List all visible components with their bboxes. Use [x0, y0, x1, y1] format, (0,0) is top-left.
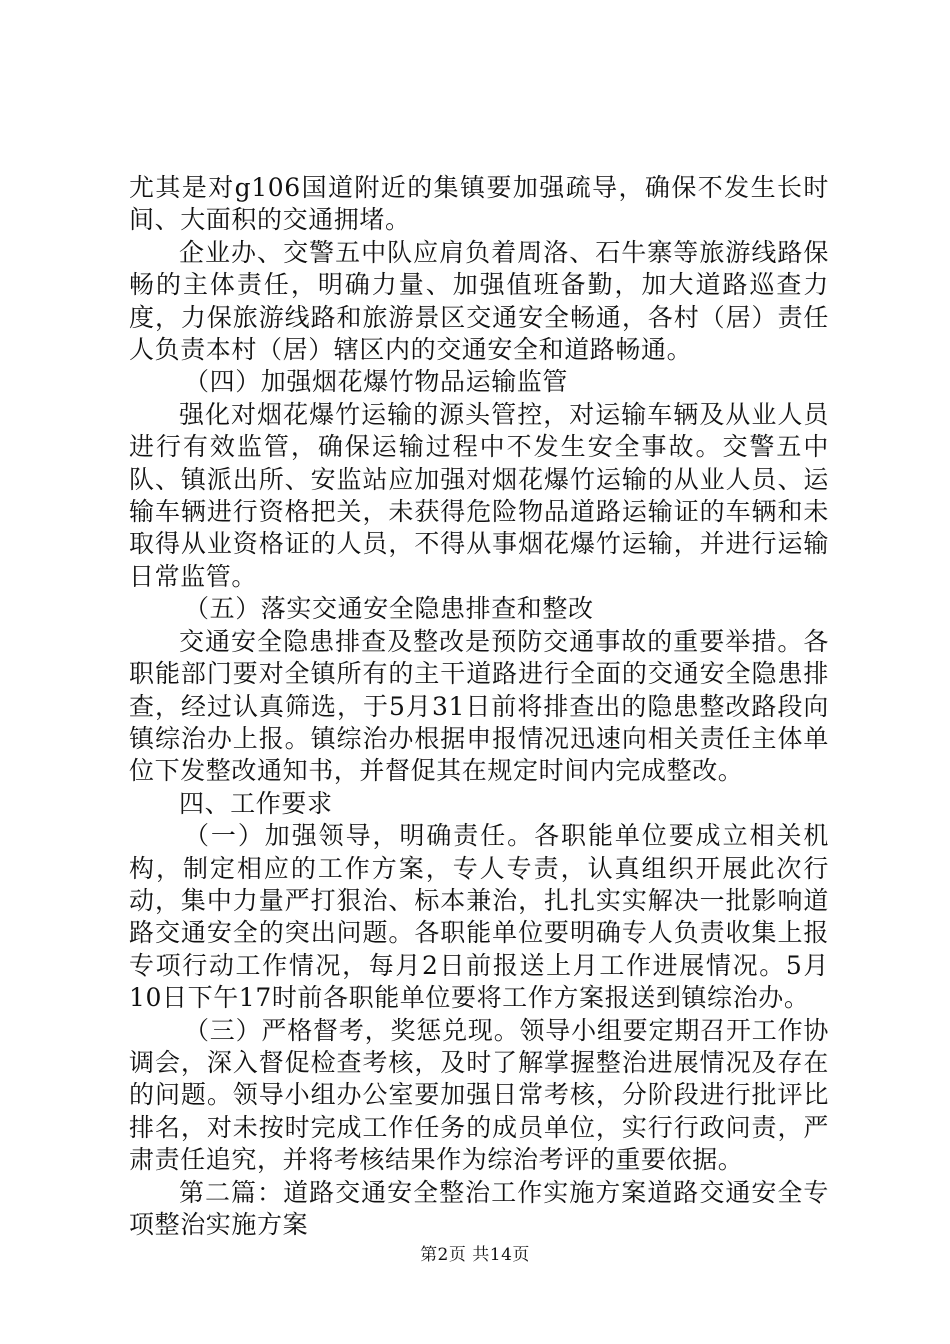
paragraph-4: 交通安全隐患排查及整改是预防交通事故的重要举措。各职能部门要对全镇所有的主干道路进行全面的交通安全隐患排查，经过认真筛选，于5月31日前将排查出的隐患整改路段向镇综治办上报。镇综治办根据申报情况迅速向相关责任主体单位下发整改通知书，并督促其在规定时间内完成整改。	[129, 626, 829, 786]
section-heading-4: （四）加强烟花爆竹物品运输监管	[184, 367, 569, 397]
section-heading-5: （五）落实交通安全隐患排查和整改	[184, 594, 594, 624]
paragraph-2: 企业办、交警五中队应肩负着周洛、石牛寨等旅游线路保畅的主体责任，明确力量、加强值班备勤，加大道路巡查力度，力保旅游线路和旅游景区交通安全畅通，各村（居）责任人负责本村（居）辖区内的交通安全和道路畅通。	[129, 237, 829, 365]
chapter-title-2: 第二篇：道路交通安全整治工作实施方案道路交通安全专项整治实施方案	[129, 1177, 829, 1239]
paragraph-5: （一）加强领导，明确责任。各职能单位要成立相关机构，制定相应的工作方案，专人专责，认真组织开展此次行动，集中力量严打狠治、标本兼治，扎扎实实解决一批影响道路交通安全的突出问题。各职能单位要明确专人负责收集上报专项行动工作情况，每月2日前报送上月工作进展情况。5月10日下午17时前各职能单位要将工作方案报送到镇综治办。	[129, 821, 829, 1013]
page-number-footer: 第2页 共14页	[420, 1245, 530, 1265]
paragraph-3: 强化对烟花爆竹运输的源头管控，对运输车辆及从业人员进行有效监管，确保运输过程中不发生安全事故。交警五中队、镇派出所、安监站应加强对烟花爆竹运输的从业人员、运输车辆进行资格把关，未获得危险物品道路运输证的车辆和未取得从业资格证的人员，不得从事烟花爆竹运输，并进行运输日常监管。	[129, 399, 829, 591]
paragraph-1: 尤其是对g106国道附近的集镇要加强疏导，确保不发生长时间、大面积的交通拥堵。	[129, 173, 829, 235]
paragraph-6: （三）严格督考，奖惩兑现。领导小组要定期召开工作协调会，深入督促检查考核，及时了解掌握整治进展情况及存在的问题。领导小组办公室要加强日常考核，分阶段进行批评比排名，对未按时完成工作任务的成员单位，实行行政问责，严肃责任追究，并将考核结果作为综治考评的重要依据。	[129, 1015, 829, 1175]
section-heading-work-requirements: 四、工作要求	[179, 788, 333, 818]
document-body	[129, 172, 829, 1241]
